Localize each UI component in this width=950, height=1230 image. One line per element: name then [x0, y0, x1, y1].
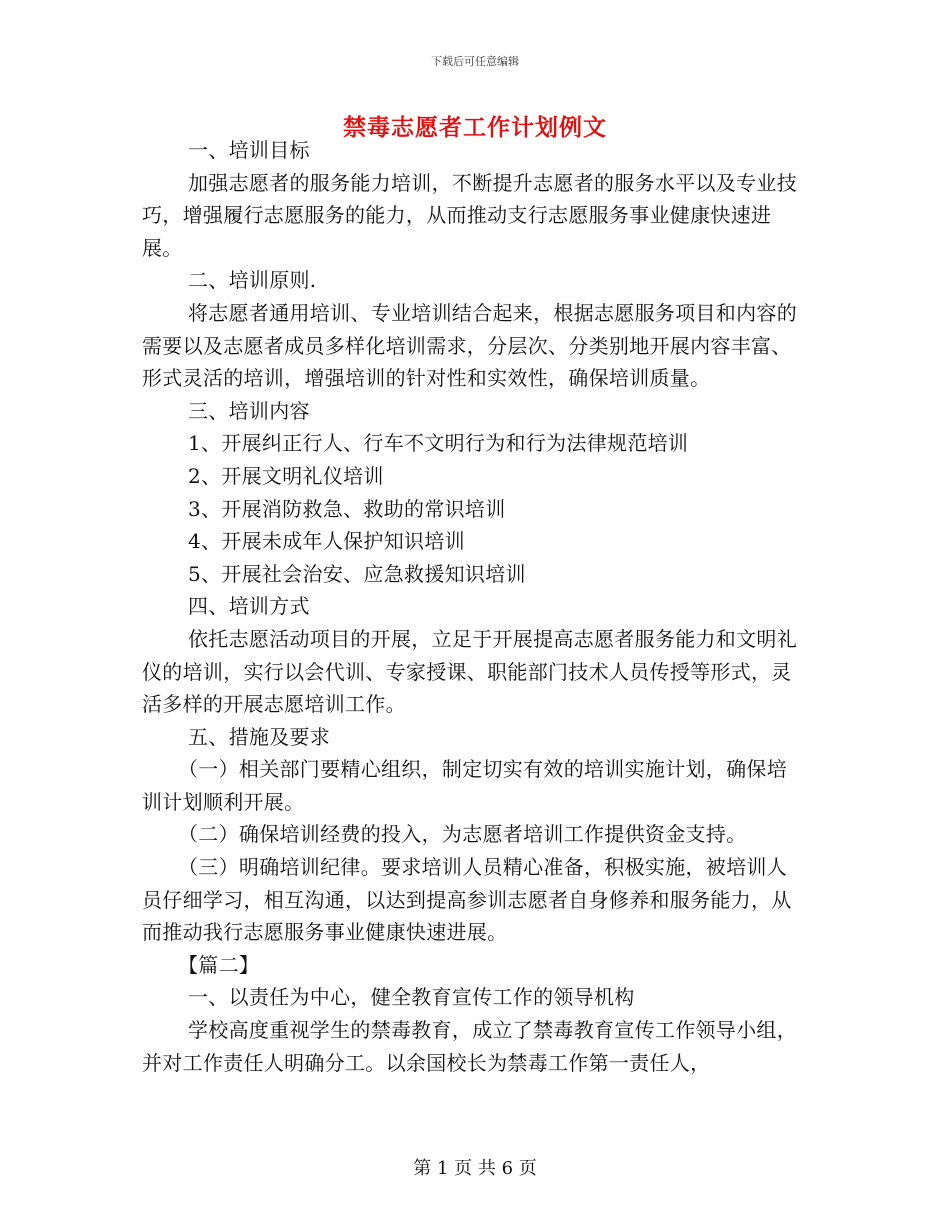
- list-item-3: 3、开展消防救急、救助的常识培训: [188, 496, 506, 521]
- header-note: 下载后可任意编辑: [431, 55, 519, 68]
- document-title: 禁毒志愿者工作计划例文: [343, 114, 607, 141]
- part-two-heading: 【篇二】: [178, 952, 260, 977]
- list-item-4: 4、开展未成年人保护知识培训: [188, 529, 465, 554]
- part-two-paragraph: 学校高度重视学生的禁毒教育，成立了禁毒教育宣传工作领导小组，并对工作责任人明确分工。以余国校长为禁毒工作第一责任人，: [142, 1018, 797, 1075]
- measure-item-3: （三）明确培训纪律。要求培训人员精心准备，积极实施，被培训人员仔细学习，相互沟通，以达到提高参训志愿者自身修养和服务能力，从而推动我行志愿服务事业健康快速进展。: [142, 855, 792, 945]
- measure-item-1: （一）相关部门要精心组织，制定切实有效的培训实施计划，确保培训计划顺利开展。: [142, 757, 787, 814]
- list-item-1: 1、开展纠正行人、行车不文明行为和行为法律规范培训: [188, 431, 689, 456]
- measure-item-2: （二）确保培训经费的投入，为志愿者培训工作提供资金支持。: [178, 822, 747, 847]
- section-heading-4: 四、培训方式: [188, 594, 310, 619]
- list-item-5: 5、开展社会治安、应急救援知识培训: [188, 561, 526, 586]
- section-heading-1: 一、培训目标: [188, 138, 310, 162]
- document-body: [142, 134, 802, 1079]
- list-item-2: 2、开展文明礼仪培训: [188, 463, 384, 488]
- page-footer: 第 1 页 共 6 页: [413, 1158, 537, 1179]
- section-heading-5: 五、措施及要求: [188, 724, 331, 749]
- section-heading-2: 二、培训原则.: [188, 268, 317, 293]
- paragraph-training-method: 依托志愿活动项目的开展，立足于开展提高志愿者服务能力和文明礼仪的培训，实行以会代训、专家授课、职能部门技术人员传授等形式，灵活多样的开展志愿培训工作。: [142, 626, 797, 717]
- section-heading-3: 三、培训内容: [188, 398, 310, 423]
- part-two-section-heading-1: 一、以责任为中心，健全教育宣传工作的领导机构: [188, 985, 635, 1010]
- paragraph-training-principle: 将志愿者通用培训、专业培训结合起来，根据志愿服务项目和内容的需要以及志愿者成员多样化培训需求，分层次、分类别地开展内容丰富、形式灵活的培训，增强培训的针对性和实效性，确保培训质量。: [142, 300, 797, 391]
- paragraph-training-goal: 加强志愿者的服务能力培训，不断提升志愿者的服务水平以及专业技巧，增强履行志愿服务的能力，从而推动支行志愿服务事业健康快速进展。: [142, 170, 797, 260]
